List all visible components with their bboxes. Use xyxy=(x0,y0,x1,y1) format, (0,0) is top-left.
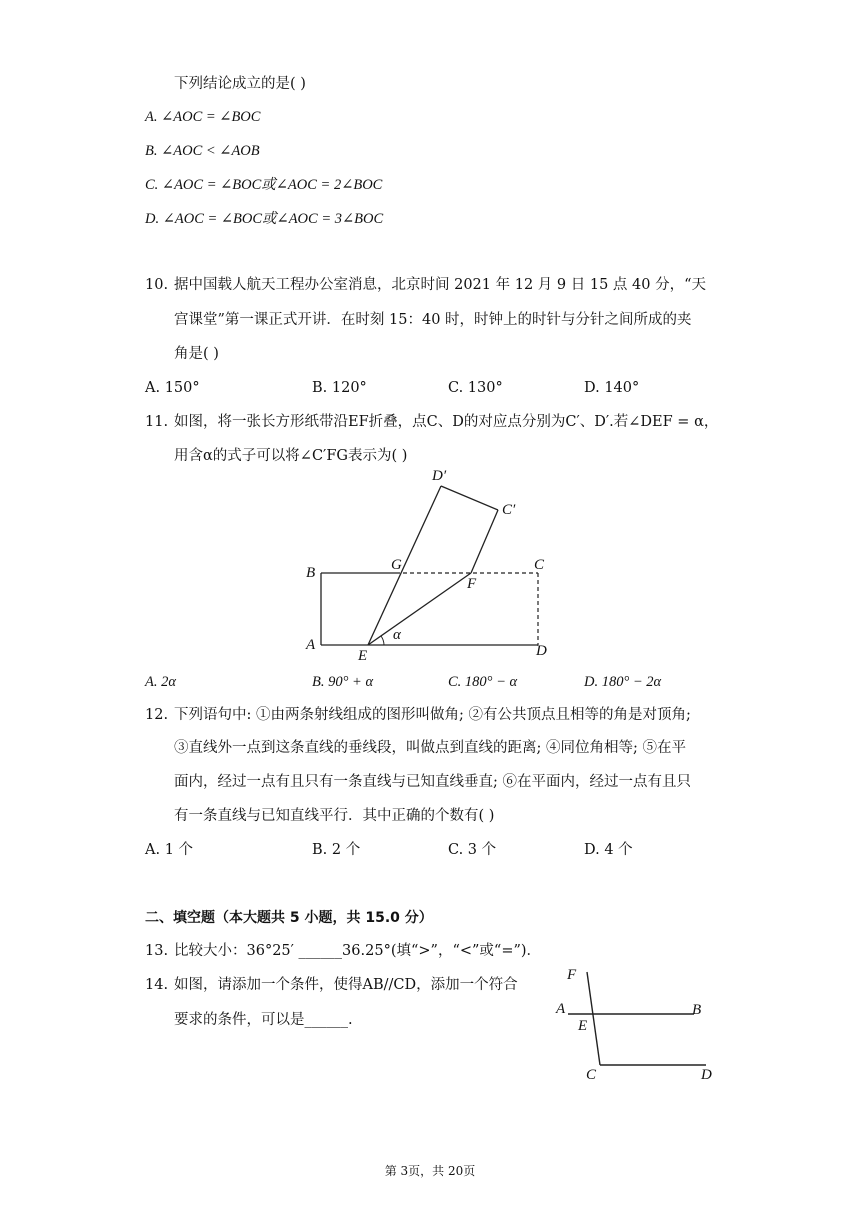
q12-option-b: B. 2 个 xyxy=(312,842,361,858)
label-f: F xyxy=(467,576,477,592)
angle-alpha-arc xyxy=(381,636,384,645)
q12-option-c: C. 3 个 xyxy=(448,842,497,858)
segment-ed-prime xyxy=(368,486,441,645)
q11-folded-strip-figure xyxy=(300,462,560,672)
q12-option-a: A. 1 个 xyxy=(145,842,194,858)
q11-option-d: D. 180° − 2α xyxy=(584,674,662,690)
q12-option-d: D. 4 个 xyxy=(584,842,633,858)
line-ef xyxy=(587,972,600,1065)
q9-option-d: D. ∠AOC = ∠BOC或∠AOC = 3∠BOC xyxy=(145,211,384,227)
q10-line-2: 宫课堂”第一课正式开讲．在时刻 15：40 时，时钟上的时针与分针之间所成的夹 xyxy=(174,312,692,328)
label-d: D xyxy=(536,643,547,659)
q10-option-d: D. 140° xyxy=(584,380,640,396)
q11-option-a: A. 2α xyxy=(145,674,176,690)
q9-option-c: C. ∠AOC = ∠BOC或∠AOC = 2∠BOC xyxy=(145,177,383,193)
section-heading-fill-in: 二、填空题（本大题共 5 小题，共 15.0 分） xyxy=(145,910,433,926)
q11-line-1: 如图，将一张长方形纸带沿EF折叠，点C、D的对应点分别为C′、D′.若∠DEF = α， xyxy=(174,414,719,430)
label-a: A xyxy=(556,1001,566,1017)
label-c-prime: C′ xyxy=(502,502,516,518)
segment-ef xyxy=(368,573,471,645)
segment-c-prime-f xyxy=(471,510,498,573)
label-b: B xyxy=(692,1002,702,1018)
q12-line-3: 面内，经过一点有且只有一条直线与已知直线垂直; ⑥在平面内，经过一点有且只 xyxy=(174,774,691,790)
label-e: E xyxy=(578,1018,588,1034)
q14-line-2: 要求的条件，可以是______. xyxy=(174,1012,353,1028)
q12-line-4: 有一条直线与已知直线平行．其中正确的个数有( ) xyxy=(174,808,495,824)
q14-line-1: 如图，请添加一个条件，使得AB//CD，添加一个符合 xyxy=(174,977,518,993)
q14-parallel-lines-figure xyxy=(548,962,728,1086)
page-footer: 第 3页，共 20页 xyxy=(384,1164,476,1178)
q12-line-2: ③直线外一点到这条直线的垂线段，叫做点到直线的距离; ④同位角相等; ⑤在平 xyxy=(174,740,686,756)
label-c: C xyxy=(534,557,545,573)
q10-option-b: B. 120° xyxy=(312,380,367,396)
q14-number: 14. xyxy=(145,977,169,993)
q9-option-b: B. ∠AOC < ∠AOB xyxy=(145,143,260,159)
label-g: G xyxy=(391,557,402,573)
q10-line-3: 角是( ) xyxy=(174,346,219,362)
label-d: D xyxy=(701,1067,712,1083)
label-f: F xyxy=(567,967,577,983)
label-alpha: α xyxy=(393,627,401,643)
label-b: B xyxy=(306,565,316,581)
label-d-prime: D′ xyxy=(432,468,447,484)
label-e: E xyxy=(358,648,368,664)
q11-line-2: 用含α的式子可以将∠C′FG表示为( ) xyxy=(174,448,408,464)
q13-number: 13. xyxy=(145,943,169,959)
q13-text: 比较大小：36°25′ ______36.25°(填“>”，“<”或“=”)． xyxy=(174,943,542,959)
label-a: A xyxy=(306,637,316,653)
segment-d-prime-c-prime xyxy=(441,486,498,510)
q11-number: 11. xyxy=(145,414,169,430)
q9-stem: 下列结论成立的是( ) xyxy=(174,76,306,92)
q10-number: 10. xyxy=(145,277,169,293)
q10-option-a: A. 150° xyxy=(145,380,200,396)
q12-number: 12. xyxy=(145,707,169,723)
q10-option-c: C. 130° xyxy=(448,380,503,396)
label-c: C xyxy=(586,1067,597,1083)
q10-line-1: 据中国载人航天工程办公室消息，北京时间 2021 年 12 月 9 日 15 点 40 分，“天 xyxy=(174,277,706,293)
q12-line-1: 下列语句中: ①由两条射线组成的图形叫做角; ②有公共顶点且相等的角是对顶角; xyxy=(174,707,691,723)
q11-option-b: B. 90° + α xyxy=(312,674,374,690)
q11-option-c: C. 180° − α xyxy=(448,674,518,690)
q9-option-a: A. ∠AOC = ∠BOC xyxy=(145,109,261,125)
